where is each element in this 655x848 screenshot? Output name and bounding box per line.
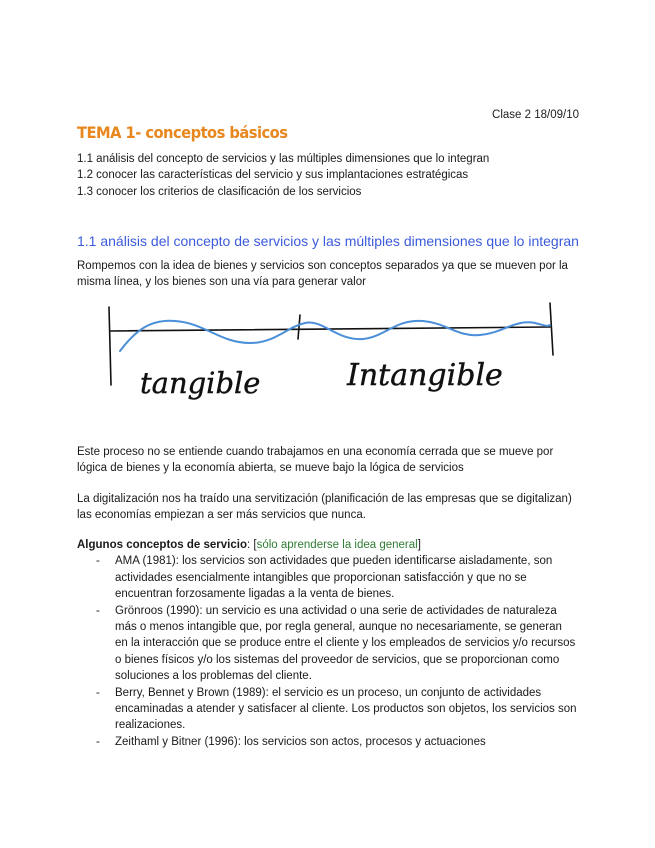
- concepts-colon: :: [246, 539, 251, 551]
- left-tick: [109, 307, 111, 385]
- objective-item: 1.3 conocer los criterios de clasificación de los servicios: [77, 185, 362, 198]
- right-tick: [550, 303, 553, 355]
- middle-tick: [298, 315, 300, 339]
- bracket-open: [: [253, 539, 257, 551]
- bracket-close: ]: [417, 539, 421, 551]
- list-item: - Grönroos (1990): un servicio es una actividad o una serie de actividades de naturaleza más o menos intangible que, por regla general, aunque no necesariamente, se generan en la interacción que se produce entre el cliente y los empleados de servicios y/o recursos o bienes físicos y/o los sistemas del proveedor de servicios, que se proporcionan como soluciones a los problemas del cliente.: [77, 603, 577, 685]
- class-date: Clase 2 18/09/10: [492, 109, 579, 121]
- section-heading: 1.1 análisis del concepto de servicios y las múltiples dimensiones que lo integran: [77, 233, 579, 249]
- label-tangible: tangible: [140, 366, 261, 400]
- objective-item: 1.1 análisis del concepto de servicios y las múltiples dimensiones que lo integran: [77, 153, 490, 165]
- paragraph: Rompemos con la idea de bienes y servicios son conceptos separados ya que se mueven por la misma línea, y los bienes son una vía para generar valor: [77, 260, 568, 289]
- objective-item: 1.2 conocer las características del servicio y sus implantaciones estratégicas: [77, 169, 469, 182]
- objectives-list: [77, 151, 489, 200]
- list-item: - Zeithaml y Bitner (1996): los servicios son actos, procesos y actuaciones: [77, 734, 577, 750]
- page-title: TEMA 1- conceptos básicos: [77, 123, 288, 142]
- concepts-section: [77, 537, 577, 750]
- concepts-heading-line: [77, 537, 577, 553]
- list-item: - AMA (1981): los servicios son actividades que pueden identificarse aisladamente, son actividades esencialmente intangibles que proporcionan satisfacción y que no se encuentran forzosamente ligadas a la venta de bienes.: [77, 553, 577, 602]
- label-intangible: Intangible: [347, 358, 503, 393]
- tangible-intangible-sketch: [95, 297, 565, 409]
- wave-line: [120, 321, 550, 351]
- list-item: - Berry, Bennet y Brown (1989): el servicio es un proceso, un conjunto de actividades encaminadas a atender y satisfacer al cliente. Los productos son objetos, los servicios son realizaciones.: [77, 685, 577, 734]
- paragraph: La digitalización nos ha traído una servitización (planificación de las empresas que se digitalizan) las economías empiezan a ser más servicios que nunca.: [77, 493, 572, 522]
- paragraph: Este proceso no se entiende cuando trabajamos en una economía cerrada que se mueve por lógica de bienes y la economía abierta, se mueve bajo la lógica de servicios: [77, 446, 554, 475]
- concepts-list: [77, 553, 577, 750]
- study-note: sólo aprenderse la idea general: [256, 539, 418, 551]
- concepts-heading: Algunos conceptos de servicio: [77, 539, 247, 551]
